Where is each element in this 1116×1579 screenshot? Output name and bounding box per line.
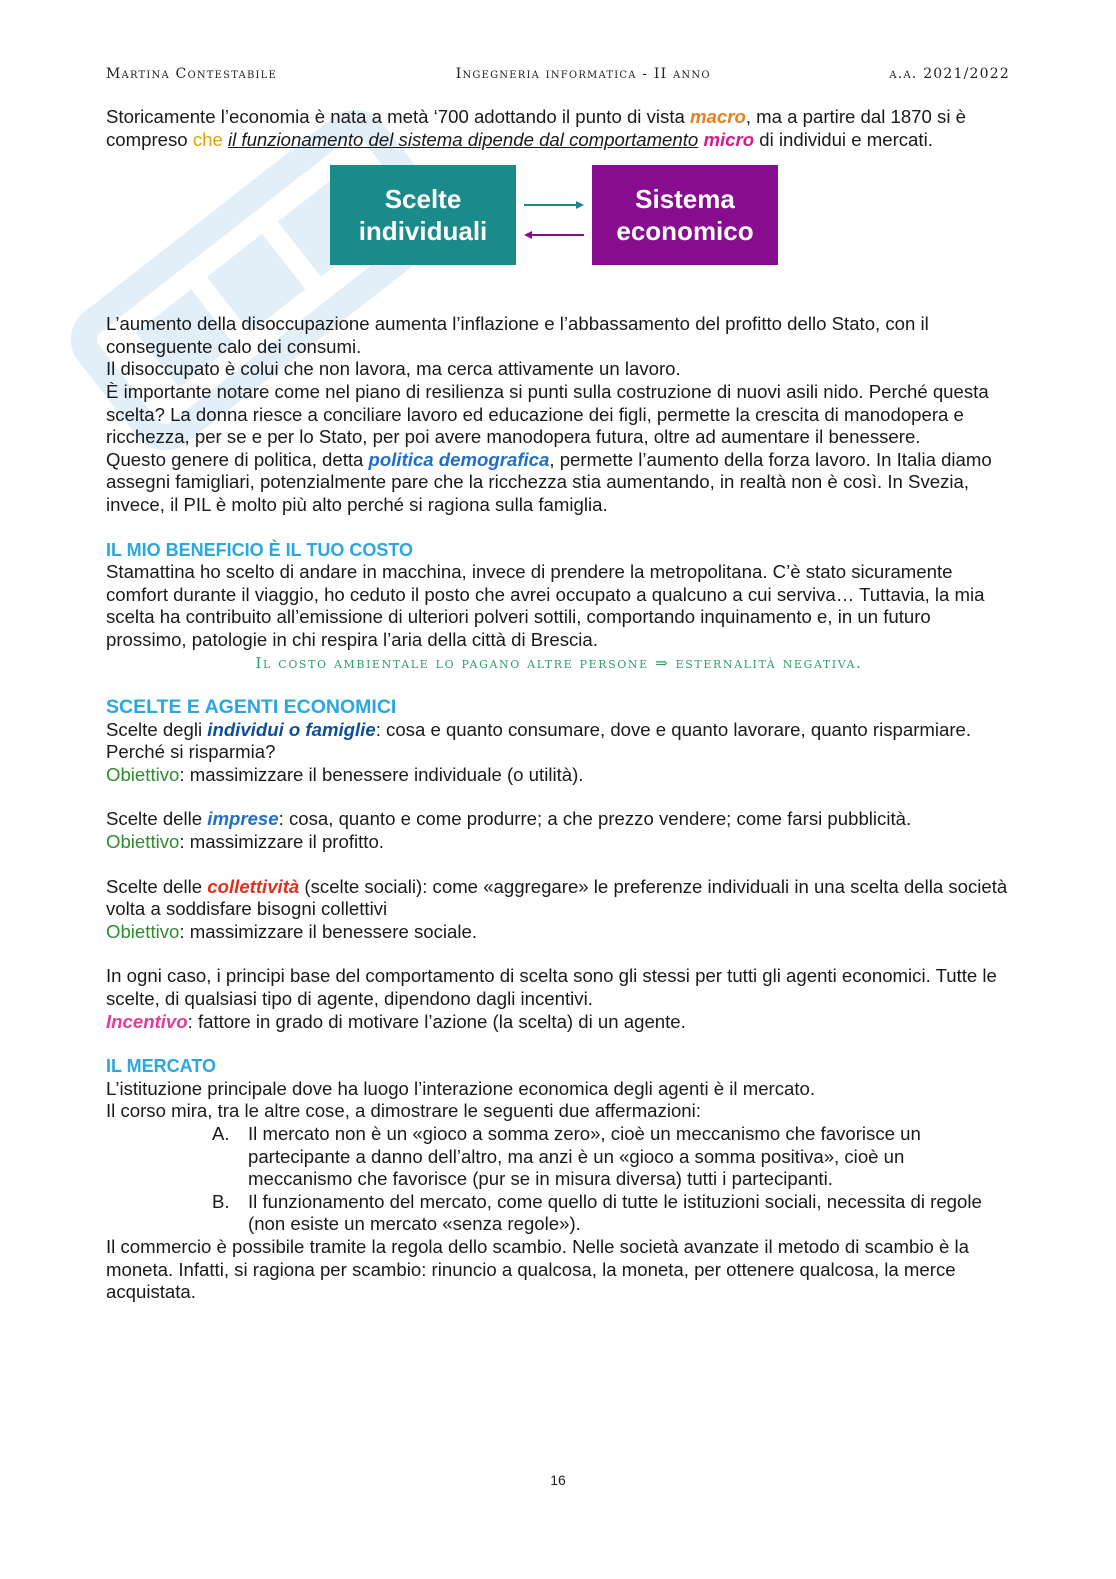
- list-item: [212, 1123, 1012, 1191]
- section-title-mercato: IL MERCATO: [106, 1056, 217, 1077]
- list-marker: B.: [212, 1190, 230, 1212]
- page-number: 16: [550, 1472, 566, 1488]
- list-item-text: Il funzionamento del mercato, come quello di tutte le istituzioni sociali, necessita di regole (non esiste un mercato «senza regole»).: [248, 1190, 982, 1235]
- choice-1-text: : cosa e quanto consumare, dove e quanto lavorare, quanto risparmiare. Perché si risparmia?: [106, 718, 972, 763]
- choice-individuals: [106, 719, 1012, 764]
- page-header: [106, 66, 1010, 82]
- term-individui-famiglie: individui o famiglie: [207, 718, 376, 740]
- market-line-3: Il commercio è possibile tramite la regola dello scambio. Nelle società avanzate il metodo di scambio è la moneta. Infatti, si ragiona per scambio: rinuncio a qualcosa, la moneta, per ottenere qualcosa, la merce acquistata.: [106, 1235, 969, 1303]
- term-macro: macro: [690, 106, 746, 127]
- intro-text-3: di individui e mercati.: [754, 128, 933, 150]
- choice-firms: [106, 808, 1012, 831]
- intro-text-1: Storicamente l’economia è nata a metà ‘700 adottando il punto di vista: [106, 106, 690, 127]
- resilience-paragraph: È importante notare come nel piano di resilienza si punti sulla costruzione di nuovi asili nido. Perché questa scelta? La donna riesce a conciliare lavoro ed educazione dei figli, permette la crescita di manodopera e ricchezza, per se e per lo Stato, per poi avere manodopera futura, oltre ad aumentare il benessere.: [106, 380, 989, 448]
- incentive-text: : fattore in grado di motivare l’azione (la scelta) di un agente.: [187, 1010, 686, 1032]
- intro-paragraph: [106, 106, 1012, 151]
- demographic-policy-paragraph: [106, 449, 1012, 517]
- document-body: [106, 106, 1012, 1304]
- term-incentivo: Incentivo: [106, 1010, 188, 1032]
- box-sistema-economico: Sistema economico: [592, 165, 778, 265]
- section-title-beneficio: IL MIO BENEFICIO È IL TUO COSTO: [106, 539, 414, 560]
- choice-3-prefix: Scelte delle: [106, 875, 208, 897]
- section-title-scelte: SCELTE E AGENTI ECONOMICI: [106, 696, 397, 719]
- objective-label: Obiettivo: [106, 831, 180, 853]
- choice-3-text: (scelte sociali): come «aggregare» le preferenze individuali in una scelta della società volta a soddisfare bisogni collettivi: [106, 875, 1008, 920]
- intro-text-2: , ma a partire dal 1870 si è compreso: [106, 106, 966, 150]
- term-micro: micro: [703, 128, 755, 150]
- term-imprese: imprese: [207, 808, 279, 830]
- term-politica-demografica: politica demografica: [368, 448, 550, 470]
- choices-diagram: [106, 165, 1012, 275]
- policy-text-1: Questo genere di politica, detta: [106, 448, 369, 470]
- unemployed-definition: Il disoccupato è colui che non lavora, ma cerca attivamente un lavoro.: [106, 358, 681, 380]
- header-year: a.a. 2021/2022: [889, 66, 1010, 82]
- unemployment-paragraph: L’aumento della disoccupazione aumenta l’inflazione e l’abbassamento del profitto dello Stato, con il conseguente calo dei consumi.: [106, 313, 929, 357]
- header-course: Ingegneria informatica - II anno: [455, 66, 711, 82]
- choice-2-prefix: Scelte delle: [106, 808, 208, 830]
- market-line-2: Il corso mira, tra le altre cose, a dimostrare le seguenti due affermazioni:: [106, 1100, 701, 1122]
- objective-3: [106, 921, 1012, 944]
- principles-paragraph: In ogni caso, i principi base del comportamento di scelta sono gli stessi per tutti gli agenti economici. Tutte le scelte, di qualsiasi tipo di agente, dipendono dagli incentivi.: [106, 965, 997, 1010]
- list-item-text: Il mercato non è un «gioco a somma zero», cioè un meccanismo che favorisce un partecipante a danno dell’altro, ma anzi è un «gioco a somma positiva», cioè un meccanismo che favorisce (pur se in misura diversa) tutti i partecipanti.: [248, 1123, 921, 1190]
- objective-1-text: : massimizzare il benessere individuale (o utilità).: [179, 763, 584, 785]
- objective-2-text: : massimizzare il profitto.: [179, 831, 384, 853]
- header-author: Martina Contestabile: [106, 66, 278, 82]
- term-collettivita: collettività: [207, 875, 300, 897]
- objective-1: [106, 764, 1012, 787]
- objective-label: Obiettivo: [106, 920, 180, 942]
- objective-2: [106, 831, 1012, 854]
- choice-2-text: : cosa, quanto e come produrre; a che prezzo vendere; come farsi pubblicità.: [278, 808, 912, 830]
- list-item: [212, 1191, 1012, 1236]
- box-scelte-individuali: Scelte individuali: [330, 165, 516, 265]
- market-line-1: L’istituzione principale dove ha luogo l’interazione economica degli agenti è il mercato.: [106, 1077, 816, 1099]
- list-marker: A.: [212, 1123, 230, 1144]
- beneficio-body: Stamattina ho scelto di andare in macchina, invece di prendere la metropolitana. C’è stato sicuramente comfort durante il viaggio, ho ceduto il posto che avrei occupato a qualcuno a cui serviva… Tuttavia, la mia scelta ha contribuito all’emissione di ulteriori polveri sottili, comportando inquinamento e, in un futuro prossimo, patologie in chi respira l’aria della città di Brescia.: [106, 561, 985, 650]
- bidirectional-arrows-icon: [520, 195, 588, 241]
- underlined-phrase: il funzionamento del sistema dipende dal comportamento: [227, 128, 699, 150]
- word-che: che: [192, 128, 223, 150]
- policy-text-2: , permette l’aumento della forza lavoro. In Italia diamo assegni famigliari, potenzialmente pare che la ricchezza stia aumentando, in realtà non è così. In Svezia, invece, il PIL è molto più alto perché si ragiona sulla famiglia.: [106, 448, 992, 515]
- incentive-definition: [106, 1011, 1012, 1034]
- choice-1-prefix: Scelte degli: [106, 718, 208, 740]
- objective-3-text: : massimizzare il benessere sociale.: [179, 920, 477, 942]
- choice-collectivity: [106, 876, 1012, 921]
- objective-label: Obiettivo: [106, 763, 180, 785]
- externality-note: Il costo ambientale lo pagano altre persone ⇒ esternalità negativa.: [255, 653, 863, 672]
